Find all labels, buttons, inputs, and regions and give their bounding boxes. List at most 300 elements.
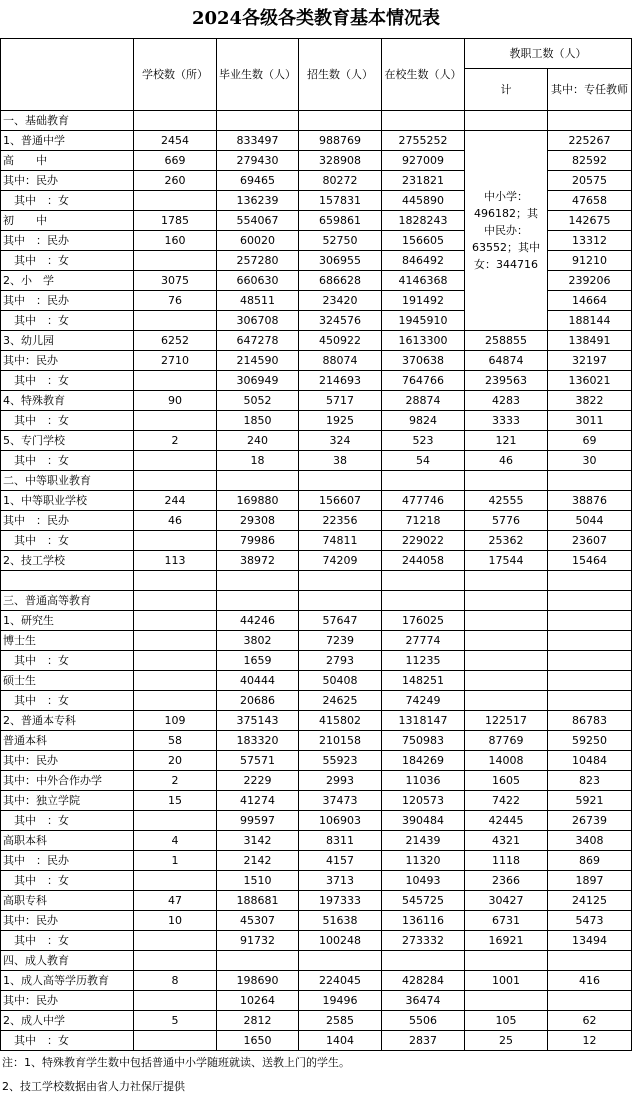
table-row <box>1 571 632 591</box>
cell-in-school: 390484 <box>382 811 465 831</box>
cell-schools: 2454 <box>134 131 217 151</box>
cell-in-school: 148251 <box>382 671 465 691</box>
row-label: 其中：民办 <box>1 991 134 1011</box>
table-row <box>1 751 632 771</box>
cell-staff <box>465 691 548 711</box>
section-row <box>1 591 632 611</box>
row-label: 其中 ：女 <box>1 871 134 891</box>
cell-schools <box>134 191 217 211</box>
cell-teachers: 12 <box>548 1031 632 1051</box>
empty-cell <box>382 111 465 131</box>
cell-staff: 30427 <box>465 891 548 911</box>
cell-staff: 105 <box>465 1011 548 1031</box>
cell-teachers: 47658 <box>548 191 632 211</box>
cell-schools: 46 <box>134 511 217 531</box>
cell-graduates: 5052 <box>217 391 299 411</box>
cell-in-school: 5506 <box>382 1011 465 1031</box>
cell-staff: 1605 <box>465 771 548 791</box>
cell-graduates: 198690 <box>217 971 299 991</box>
cell-teachers: 15464 <box>548 551 632 571</box>
cell-graduates: 40444 <box>217 671 299 691</box>
empty-cell <box>134 591 217 611</box>
cell-enrollment: 5717 <box>299 391 382 411</box>
cell-schools: 10 <box>134 911 217 931</box>
cell-staff: 4283 <box>465 391 548 411</box>
cell-teachers: 23607 <box>548 531 632 551</box>
cell-graduates: 833497 <box>217 131 299 151</box>
cell-staff <box>465 631 548 651</box>
cell-schools <box>134 251 217 271</box>
empty-cell <box>217 571 299 591</box>
cell-teachers: 30 <box>548 451 632 471</box>
table-row <box>1 831 632 851</box>
empty-cell <box>134 111 217 131</box>
cell-teachers: 13494 <box>548 931 632 951</box>
row-label: 3、幼儿园 <box>1 331 134 351</box>
table-row <box>1 651 632 671</box>
header-schools: 学校数（所） <box>134 39 217 111</box>
empty-cell <box>299 951 382 971</box>
cell-schools: 109 <box>134 711 217 731</box>
cell-schools: 1 <box>134 851 217 871</box>
cell-schools: 8 <box>134 971 217 991</box>
cell-schools: 20 <box>134 751 217 771</box>
cell-schools: 4 <box>134 831 217 851</box>
note-2: 2、技工学校数据由省人力社保厅提供 <box>2 1080 185 1093</box>
notes <box>0 1051 632 1099</box>
row-label: 其中 ：女 <box>1 191 134 211</box>
row-label: 高职本科 <box>1 831 134 851</box>
row-label: 4、特殊教育 <box>1 391 134 411</box>
cell-schools <box>134 931 217 951</box>
table-row <box>1 991 632 1011</box>
empty-cell <box>465 471 548 491</box>
row-label: 其中 ：女 <box>1 311 134 331</box>
cell-teachers: 225267 <box>548 131 632 151</box>
cell-in-school: 370638 <box>382 351 465 371</box>
cell-enrollment: 52750 <box>299 231 382 251</box>
cell-enrollment: 224045 <box>299 971 382 991</box>
table-row <box>1 351 632 371</box>
cell-teachers: 3408 <box>548 831 632 851</box>
table-body <box>1 111 632 1051</box>
cell-staff: 42445 <box>465 811 548 831</box>
cell-enrollment: 55923 <box>299 751 382 771</box>
table-row <box>1 891 632 911</box>
section-row <box>1 471 632 491</box>
row-label: 其中 ：女 <box>1 451 134 471</box>
empty-cell <box>382 471 465 491</box>
cell-graduates: 1850 <box>217 411 299 431</box>
cell-graduates: 183320 <box>217 731 299 751</box>
row-label: 高 中 <box>1 151 134 171</box>
table-row <box>1 791 632 811</box>
header-full-time-teachers: 其中：专任教师 <box>548 69 632 111</box>
cell-enrollment: 1925 <box>299 411 382 431</box>
table-row <box>1 971 632 991</box>
cell-staff: 16921 <box>465 931 548 951</box>
row-label: 初 中 <box>1 211 134 231</box>
empty-cell <box>548 571 632 591</box>
cell-enrollment: 100248 <box>299 931 382 951</box>
cell-teachers: 136021 <box>548 371 632 391</box>
cell-graduates: 257280 <box>217 251 299 271</box>
table-row <box>1 931 632 951</box>
cell-staff <box>465 671 548 691</box>
cell-staff: 1118 <box>465 851 548 871</box>
table-row <box>1 391 632 411</box>
empty-cell <box>465 951 548 971</box>
cell-in-school: 10493 <box>382 871 465 891</box>
cell-graduates: 188681 <box>217 891 299 911</box>
row-label: 1、普通中学 <box>1 131 134 151</box>
cell-schools <box>134 651 217 671</box>
cell-staff: 5776 <box>465 511 548 531</box>
note-1: 注：1、特殊教育学生数中包括普通中小学随班就读、送教上门的学生。 <box>2 1056 350 1069</box>
cell-enrollment: 8311 <box>299 831 382 851</box>
cell-staff: 87769 <box>465 731 548 751</box>
cell-enrollment: 88074 <box>299 351 382 371</box>
cell-enrollment: 22356 <box>299 511 382 531</box>
cell-schools <box>134 531 217 551</box>
cell-graduates: 48511 <box>217 291 299 311</box>
cell-in-school: 2755252 <box>382 131 465 151</box>
header-enrollment: 招生数（人） <box>299 39 382 111</box>
cell-schools <box>134 871 217 891</box>
row-label: 2、技工学校 <box>1 551 134 571</box>
cell-staff: 6731 <box>465 911 548 931</box>
cell-teachers: 5473 <box>548 911 632 931</box>
table-row <box>1 411 632 431</box>
row-label: 其中：中外合作办学 <box>1 771 134 791</box>
cell-staff: 42555 <box>465 491 548 511</box>
cell-in-school: 764766 <box>382 371 465 391</box>
empty-cell <box>299 111 382 131</box>
cell-in-school: 1945910 <box>382 311 465 331</box>
cell-teachers <box>548 691 632 711</box>
cell-staff: 64874 <box>465 351 548 371</box>
cell-schools: 15 <box>134 791 217 811</box>
row-label: 其中：民办 <box>1 911 134 931</box>
cell-graduates: 91732 <box>217 931 299 951</box>
cell-enrollment: 38 <box>299 451 382 471</box>
cell-staff: 239563 <box>465 371 548 391</box>
cell-enrollment: 7239 <box>299 631 382 651</box>
cell-in-school: 927009 <box>382 151 465 171</box>
cell-graduates: 169880 <box>217 491 299 511</box>
cell-in-school: 36474 <box>382 991 465 1011</box>
cell-enrollment: 157831 <box>299 191 382 211</box>
section-row <box>1 111 632 131</box>
cell-enrollment: 2793 <box>299 651 382 671</box>
header-item <box>1 39 134 111</box>
cell-graduates: 3142 <box>217 831 299 851</box>
cell-in-school: 176025 <box>382 611 465 631</box>
cell-schools: 113 <box>134 551 217 571</box>
row-label: 其中 ：女 <box>1 251 134 271</box>
education-stats-table <box>0 38 632 1051</box>
header-staff-total: 计 <box>465 69 548 111</box>
cell-staff: 17544 <box>465 551 548 571</box>
empty-cell <box>299 571 382 591</box>
cell-graduates: 647278 <box>217 331 299 351</box>
empty-cell <box>217 471 299 491</box>
cell-in-school: 11235 <box>382 651 465 671</box>
empty-cell <box>1 571 134 591</box>
table-row <box>1 611 632 631</box>
empty-cell <box>382 571 465 591</box>
cell-graduates: 279430 <box>217 151 299 171</box>
cell-in-school: 846492 <box>382 251 465 271</box>
row-label: 1、成人高等学历教育 <box>1 971 134 991</box>
empty-cell <box>548 951 632 971</box>
merged-staff-note: 中小学：496182；其中民办：63552；其中女：344716 <box>465 131 548 331</box>
cell-in-school: 21439 <box>382 831 465 851</box>
cell-in-school: 1613300 <box>382 331 465 351</box>
empty-cell <box>382 951 465 971</box>
empty-cell <box>134 571 217 591</box>
cell-graduates: 10264 <box>217 991 299 1011</box>
cell-schools: 58 <box>134 731 217 751</box>
cell-graduates: 660630 <box>217 271 299 291</box>
cell-teachers: 32197 <box>548 351 632 371</box>
cell-schools <box>134 611 217 631</box>
table-row <box>1 911 632 931</box>
cell-in-school: 545725 <box>382 891 465 911</box>
cell-staff <box>465 991 548 1011</box>
cell-teachers: 239206 <box>548 271 632 291</box>
cell-schools: 2710 <box>134 351 217 371</box>
cell-teachers: 416 <box>548 971 632 991</box>
cell-schools: 76 <box>134 291 217 311</box>
table-row <box>1 711 632 731</box>
cell-enrollment: 306955 <box>299 251 382 271</box>
cell-graduates: 38972 <box>217 551 299 571</box>
cell-teachers: 59250 <box>548 731 632 751</box>
cell-schools: 47 <box>134 891 217 911</box>
cell-enrollment: 1404 <box>299 1031 382 1051</box>
table-row <box>1 531 632 551</box>
cell-in-school: 244058 <box>382 551 465 571</box>
cell-teachers: 10484 <box>548 751 632 771</box>
cell-in-school: 229022 <box>382 531 465 551</box>
empty-cell <box>134 471 217 491</box>
row-label: 其中：民办 <box>1 351 134 371</box>
section-row <box>1 951 632 971</box>
row-label: 2、成人中学 <box>1 1011 134 1031</box>
empty-cell <box>465 571 548 591</box>
cell-schools: 5 <box>134 1011 217 1031</box>
cell-in-school: 184269 <box>382 751 465 771</box>
cell-enrollment: 74811 <box>299 531 382 551</box>
cell-graduates: 306949 <box>217 371 299 391</box>
cell-enrollment: 324576 <box>299 311 382 331</box>
cell-teachers: 62 <box>548 1011 632 1031</box>
table-row <box>1 131 632 151</box>
cell-teachers: 26739 <box>548 811 632 831</box>
table-row <box>1 491 632 511</box>
cell-in-school: 11320 <box>382 851 465 871</box>
cell-enrollment: 74209 <box>299 551 382 571</box>
cell-graduates: 240 <box>217 431 299 451</box>
cell-graduates: 2229 <box>217 771 299 791</box>
cell-schools <box>134 691 217 711</box>
cell-staff: 14008 <box>465 751 548 771</box>
empty-cell <box>217 951 299 971</box>
cell-graduates: 136239 <box>217 191 299 211</box>
empty-cell <box>548 591 632 611</box>
cell-teachers: 1897 <box>548 871 632 891</box>
empty-cell <box>299 471 382 491</box>
header-in-school: 在校生数（人） <box>382 39 465 111</box>
row-label: 其中：独立学院 <box>1 791 134 811</box>
cell-schools <box>134 811 217 831</box>
cell-in-school: 27774 <box>382 631 465 651</box>
row-label: 2、普通本专科 <box>1 711 134 731</box>
cell-staff: 258855 <box>465 331 548 351</box>
cell-teachers: 13312 <box>548 231 632 251</box>
cell-in-school: 4146368 <box>382 271 465 291</box>
cell-schools: 1785 <box>134 211 217 231</box>
cell-graduates: 2812 <box>217 1011 299 1031</box>
cell-in-school: 74249 <box>382 691 465 711</box>
cell-graduates: 44246 <box>217 611 299 631</box>
cell-enrollment: 197333 <box>299 891 382 911</box>
cell-enrollment: 4157 <box>299 851 382 871</box>
cell-graduates: 20686 <box>217 691 299 711</box>
cell-enrollment: 80272 <box>299 171 382 191</box>
cell-teachers: 5921 <box>548 791 632 811</box>
cell-staff: 7422 <box>465 791 548 811</box>
empty-cell <box>548 111 632 131</box>
empty-cell <box>299 591 382 611</box>
cell-in-school: 2837 <box>382 1031 465 1051</box>
cell-schools <box>134 371 217 391</box>
cell-enrollment: 24625 <box>299 691 382 711</box>
cell-teachers: 20575 <box>548 171 632 191</box>
row-label: 其中 ：女 <box>1 931 134 951</box>
cell-schools <box>134 411 217 431</box>
cell-schools: 2 <box>134 431 217 451</box>
cell-graduates: 79986 <box>217 531 299 551</box>
cell-enrollment: 210158 <box>299 731 382 751</box>
table-row <box>1 551 632 571</box>
table-row <box>1 1031 632 1051</box>
cell-in-school: 1318147 <box>382 711 465 731</box>
cell-in-school: 136116 <box>382 911 465 931</box>
table-row <box>1 431 632 451</box>
row-label: 普通本科 <box>1 731 134 751</box>
table-row <box>1 331 632 351</box>
cell-enrollment: 50408 <box>299 671 382 691</box>
cell-teachers: 3822 <box>548 391 632 411</box>
cell-enrollment: 2585 <box>299 1011 382 1031</box>
table-row <box>1 851 632 871</box>
cell-graduates: 1650 <box>217 1031 299 1051</box>
row-label: 其中 ：女 <box>1 651 134 671</box>
cell-enrollment: 19496 <box>299 991 382 1011</box>
row-label: 其中 ：民办 <box>1 511 134 531</box>
row-label: 1、研究生 <box>1 611 134 631</box>
cell-staff: 1001 <box>465 971 548 991</box>
cell-in-school: 477746 <box>382 491 465 511</box>
table-row <box>1 631 632 651</box>
cell-teachers: 91210 <box>548 251 632 271</box>
table-row <box>1 871 632 891</box>
cell-graduates: 69465 <box>217 171 299 191</box>
table-row <box>1 371 632 391</box>
table-row <box>1 451 632 471</box>
cell-teachers: 86783 <box>548 711 632 731</box>
cell-enrollment: 23420 <box>299 291 382 311</box>
empty-cell <box>465 591 548 611</box>
cell-enrollment: 156607 <box>299 491 382 511</box>
cell-schools: 3075 <box>134 271 217 291</box>
cell-enrollment: 324 <box>299 431 382 451</box>
cell-enrollment: 57647 <box>299 611 382 631</box>
page-title: 2024各级各类教育基本情况表 <box>191 8 441 29</box>
header-graduates: 毕业生数（人） <box>217 39 299 111</box>
cell-schools <box>134 451 217 471</box>
section-label: 四、成人教育 <box>1 951 134 971</box>
section-label: 二、中等职业教育 <box>1 471 134 491</box>
cell-enrollment: 328908 <box>299 151 382 171</box>
cell-in-school: 11036 <box>382 771 465 791</box>
row-label: 硕士生 <box>1 671 134 691</box>
cell-in-school: 191492 <box>382 291 465 311</box>
row-label: 其中：民办 <box>1 171 134 191</box>
row-label: 其中 ：民办 <box>1 231 134 251</box>
cell-staff: 2366 <box>465 871 548 891</box>
cell-teachers <box>548 991 632 1011</box>
cell-schools: 260 <box>134 171 217 191</box>
cell-graduates: 18 <box>217 451 299 471</box>
cell-staff: 121 <box>465 431 548 451</box>
table-row <box>1 731 632 751</box>
cell-graduates: 1510 <box>217 871 299 891</box>
cell-schools <box>134 311 217 331</box>
cell-staff: 122517 <box>465 711 548 731</box>
empty-cell <box>134 951 217 971</box>
cell-staff <box>465 611 548 631</box>
cell-graduates: 3802 <box>217 631 299 651</box>
table-row <box>1 671 632 691</box>
empty-cell <box>217 111 299 131</box>
cell-graduates: 306708 <box>217 311 299 331</box>
cell-in-school: 231821 <box>382 171 465 191</box>
cell-enrollment: 988769 <box>299 131 382 151</box>
cell-schools: 6252 <box>134 331 217 351</box>
cell-teachers: 3011 <box>548 411 632 431</box>
cell-in-school: 428284 <box>382 971 465 991</box>
section-label: 三、普通高等教育 <box>1 591 134 611</box>
section-label: 一、基础教育 <box>1 111 134 131</box>
empty-cell <box>382 591 465 611</box>
row-label: 其中：民办 <box>1 751 134 771</box>
cell-schools <box>134 631 217 651</box>
empty-cell <box>465 111 548 131</box>
cell-schools: 244 <box>134 491 217 511</box>
empty-cell <box>548 471 632 491</box>
cell-teachers: 14664 <box>548 291 632 311</box>
cell-teachers <box>548 631 632 651</box>
cell-in-school: 1828243 <box>382 211 465 231</box>
cell-in-school: 445890 <box>382 191 465 211</box>
row-label: 其中 ：女 <box>1 691 134 711</box>
table-row <box>1 811 632 831</box>
cell-teachers <box>548 651 632 671</box>
cell-enrollment: 686628 <box>299 271 382 291</box>
